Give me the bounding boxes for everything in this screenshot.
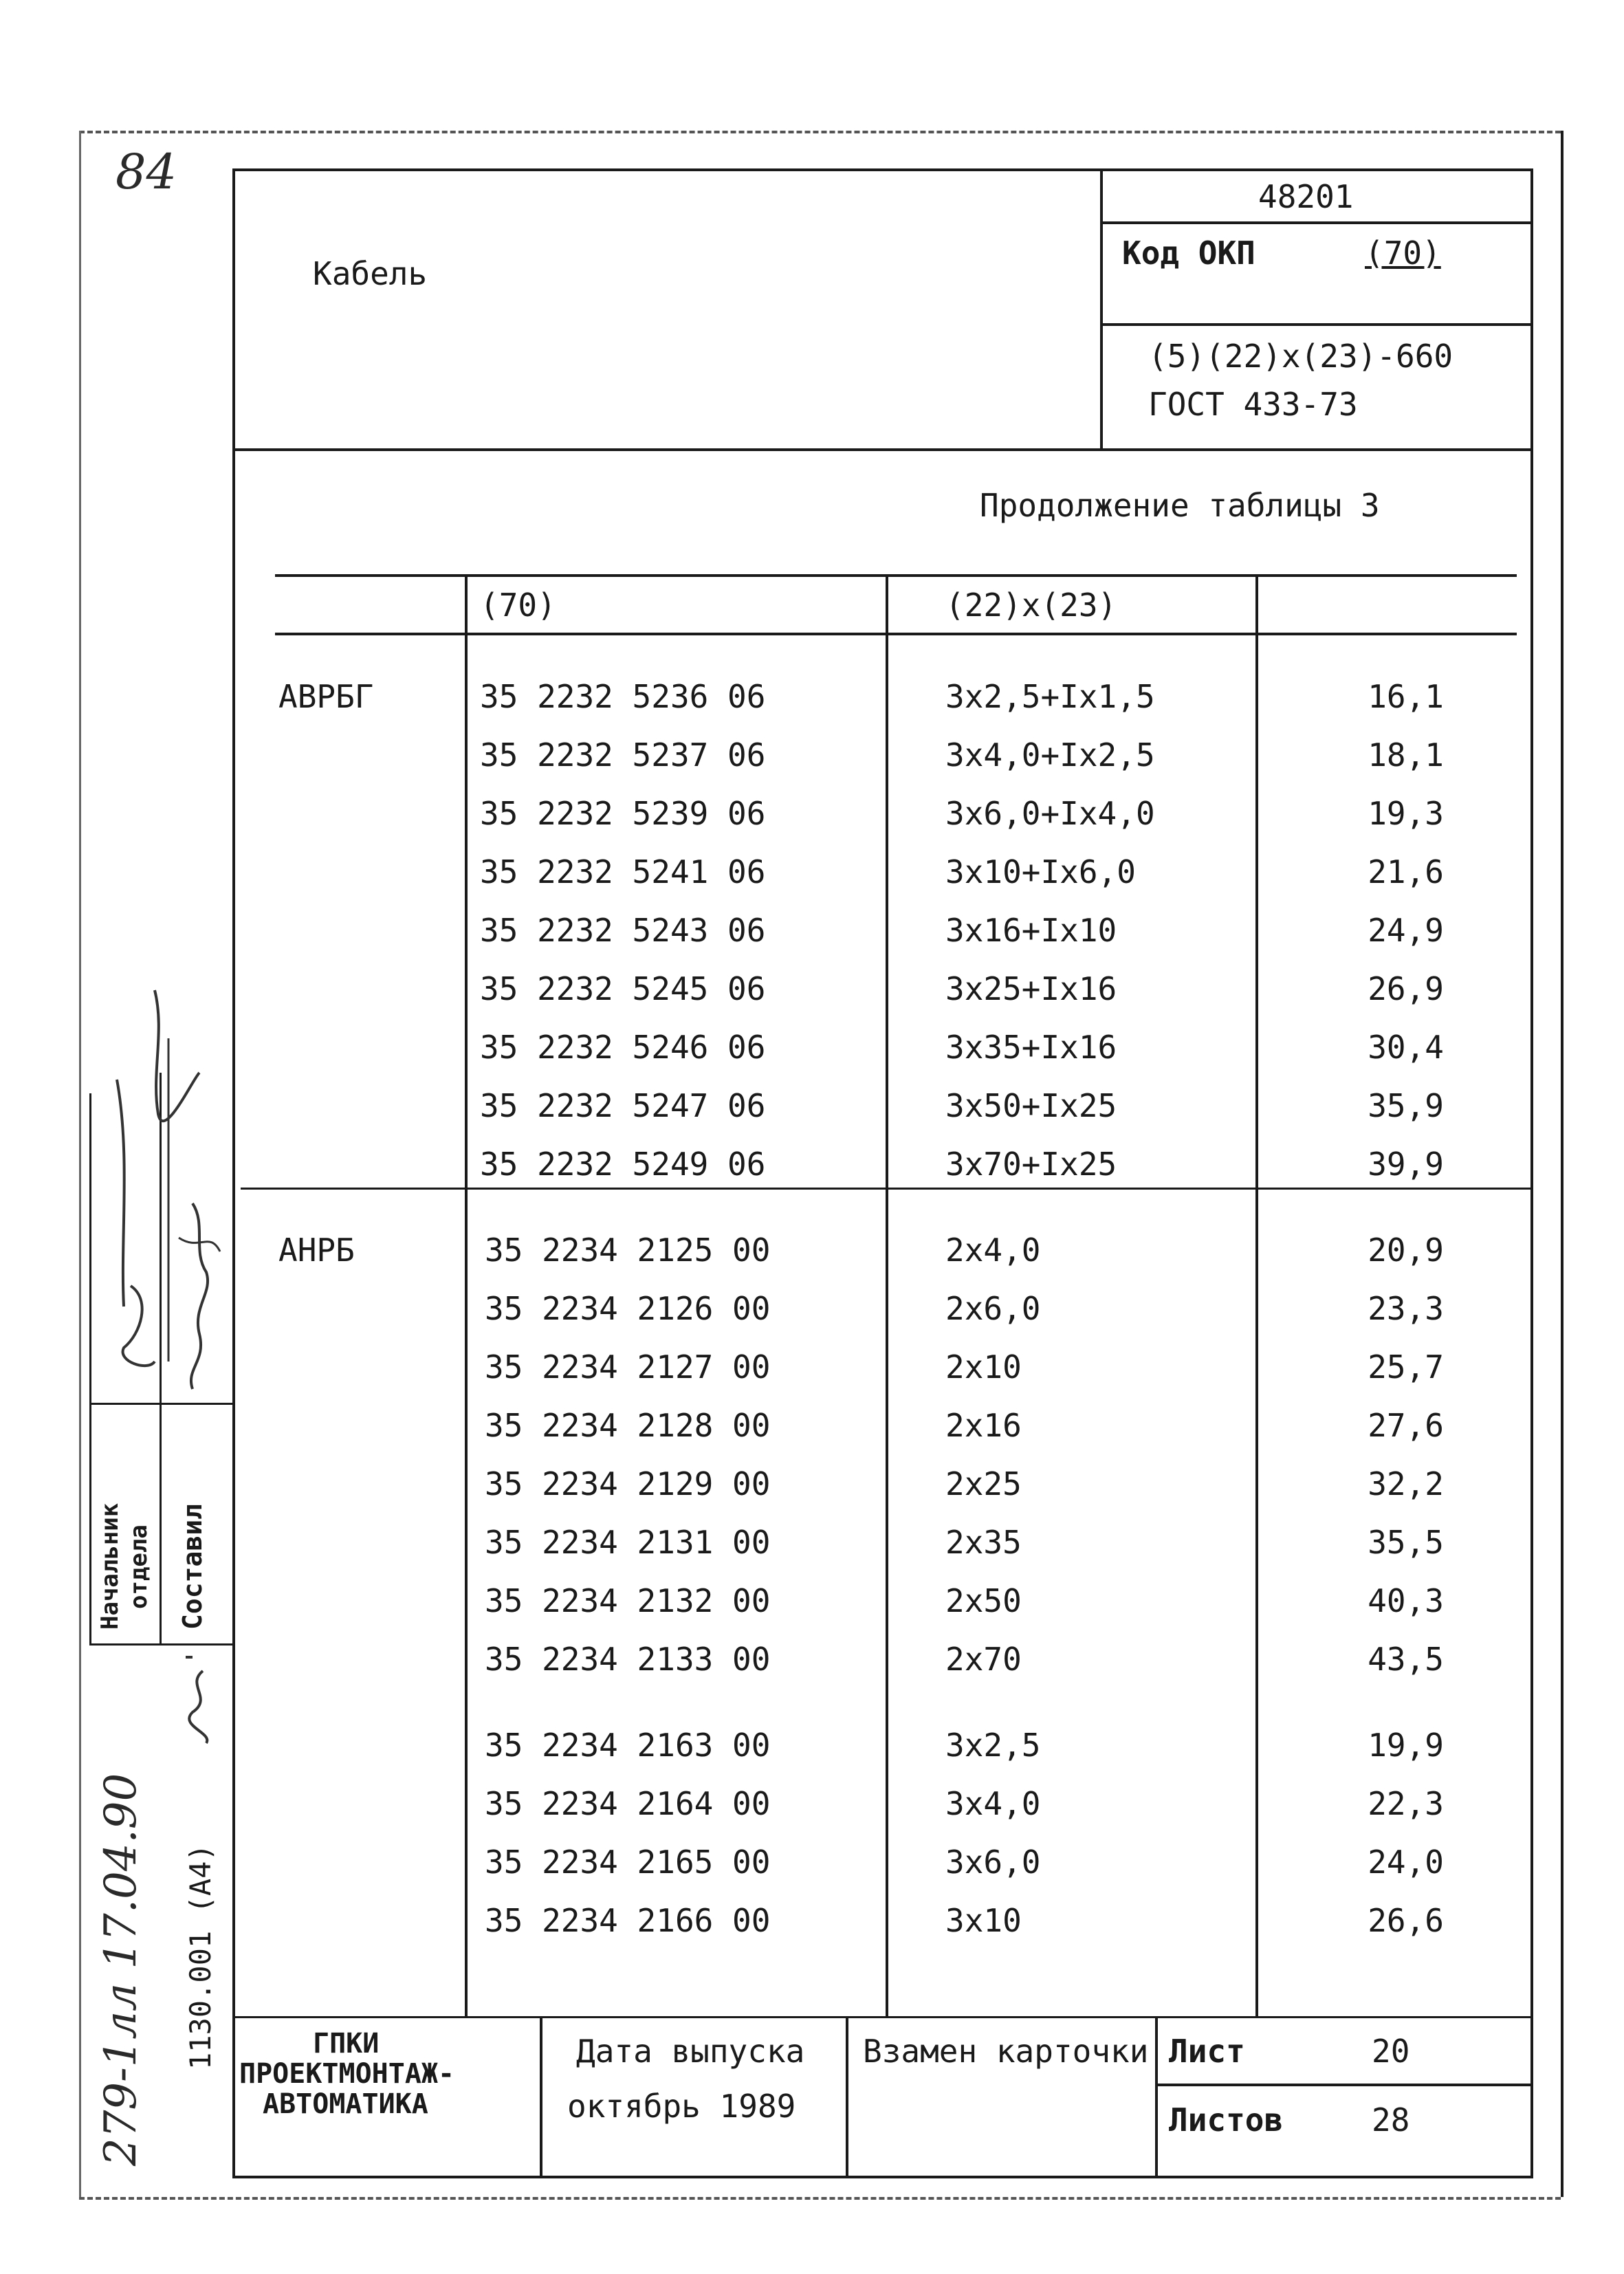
table-row-section: 3x2,5+Ix1,5	[945, 678, 1155, 715]
page-frame-right	[1561, 131, 1563, 2197]
table-row-value: 18,1	[1368, 736, 1444, 774]
table-row-section: 2x16	[945, 1407, 1022, 1444]
table-row-section: 3x4,0+Ix2,5	[945, 736, 1155, 774]
table-row-code: 35 2232 5236 06	[480, 678, 766, 715]
column-header-okp: (70)	[480, 587, 556, 624]
table-row-code: 35 2234 2128 00	[485, 1407, 771, 1444]
table-row-value: 24,0	[1368, 1844, 1444, 1881]
table-row-section: 2x35	[945, 1524, 1022, 1561]
table-row-code: 35 2234 2125 00	[485, 1232, 771, 1269]
table-row-section: 3x16+Ix10	[945, 912, 1117, 949]
header-row1-line	[1100, 221, 1533, 224]
header-bottom-line	[232, 448, 1533, 451]
sheets-value: 28	[1372, 2101, 1410, 2139]
table-row-section: 3x6,0	[945, 1844, 1041, 1881]
stamp-head-label-line1: Начальник	[96, 1502, 124, 1630]
release-label: Дата выпуска	[576, 2033, 805, 2070]
page-frame-left	[79, 131, 81, 2197]
table-row-value: 25,7	[1368, 1348, 1444, 1386]
table-row-code: 35 2234 2164 00	[485, 1785, 771, 1822]
group-name-avrbg: АВРБГ	[278, 678, 374, 715]
card-number: 48201	[1258, 178, 1354, 215]
table-row-code: 35 2234 2131 00	[485, 1524, 771, 1561]
table-row-code: 35 2234 2129 00	[485, 1465, 771, 1502]
table-row-code: 35 2232 5245 06	[480, 970, 766, 1007]
table-row-value: 27,6	[1368, 1407, 1444, 1444]
table-row-code: 35 2234 2126 00	[485, 1290, 771, 1327]
sheet-label: Лист	[1169, 2033, 1245, 2070]
stamp-head-label-line2: отдела	[125, 1524, 153, 1609]
table-col1-divider	[465, 574, 468, 2018]
sheet-value: 20	[1372, 2033, 1410, 2070]
footer-sheet-line	[1155, 2084, 1533, 2086]
org-line2: ПРОЕКТМОНТАЖ-	[239, 2058, 455, 2090]
table-row-section: 2x50	[945, 1582, 1022, 1619]
table-row-section: 2x4,0	[945, 1232, 1041, 1269]
table-row-value: 43,5	[1368, 1641, 1444, 1678]
table-row-value: 26,6	[1368, 1902, 1444, 1939]
table-row-section: 2x70	[945, 1641, 1022, 1678]
table-row-section: 2x10	[945, 1348, 1022, 1386]
column-header-section: (22)x(23)	[945, 587, 1117, 624]
table-row-section: 3x50+Ix25	[945, 1087, 1117, 1124]
table-row-section: 3x35+Ix16	[945, 1029, 1117, 1066]
org-line3: АВТОМАТИКА	[263, 2088, 428, 2120]
group-separator-line	[241, 1188, 1530, 1190]
table-row-value: 19,3	[1368, 795, 1444, 832]
table-row-value: 16,1	[1368, 678, 1444, 715]
designation-line2: ГОСТ 433-73	[1148, 386, 1358, 423]
group-name-anrb: АНРБ	[278, 1232, 355, 1269]
org-line1: ГПКИ	[313, 2028, 380, 2059]
header-divider	[1100, 168, 1103, 451]
table-row-code: 35 2234 2166 00	[485, 1902, 771, 1939]
table-row-code: 35 2232 5239 06	[480, 795, 766, 832]
table-row-section: 3x10+Ix6,0	[945, 853, 1136, 890]
table-row-value: 22,3	[1368, 1785, 1444, 1822]
footer-divider-2	[846, 2016, 848, 2178]
table-row-value: 19,9	[1368, 1727, 1444, 1764]
table-row-section: 3x25+Ix16	[945, 970, 1117, 1007]
table-row-code: 35 2232 5243 06	[480, 912, 766, 949]
table-col3-divider	[1255, 574, 1258, 2018]
card-border-bottom	[232, 2176, 1533, 2178]
table-caption: Продолжение таблицы 3	[980, 487, 1380, 524]
table-row-value: 24,9	[1368, 912, 1444, 949]
table-row-value: 39,9	[1368, 1146, 1444, 1183]
table-row-code: 35 2234 2132 00	[485, 1582, 771, 1619]
table-row-section: 2x6,0	[945, 1290, 1041, 1327]
table-row-code: 35 2232 5246 06	[480, 1029, 766, 1066]
table-row-code: 35 2234 2165 00	[485, 1844, 771, 1881]
table-row-code: 35 2234 2163 00	[485, 1727, 771, 1764]
footer-divider-3	[1155, 2016, 1158, 2178]
table-row-section: 3x4,0	[945, 1785, 1041, 1822]
table-row-value: 40,3	[1368, 1582, 1444, 1619]
table-row-value: 21,6	[1368, 853, 1444, 890]
table-head-top-line	[275, 574, 1517, 577]
header-row2-line	[1100, 323, 1533, 326]
table-row-value: 30,4	[1368, 1029, 1444, 1066]
form-code: 1130.001 (А4)	[184, 1844, 217, 2070]
card-border-right	[1530, 168, 1533, 2178]
table-row-section: 3x10	[945, 1902, 1022, 1939]
okp-label: Код ОКП	[1122, 234, 1255, 272]
stamp-author-label: Составил	[177, 1503, 208, 1630]
card-border-top	[232, 168, 1533, 171]
table-row-value: 23,3	[1368, 1290, 1444, 1327]
table-row-code: 35 2232 5237 06	[480, 736, 766, 774]
footer-top-line	[232, 2016, 1533, 2018]
sheets-label: Листов	[1169, 2101, 1284, 2139]
table-row-value: 20,9	[1368, 1232, 1444, 1269]
table-row-code: 35 2232 5241 06	[480, 853, 766, 890]
okp-value: (70)	[1365, 234, 1441, 272]
table-row-code: 35 2234 2127 00	[485, 1348, 771, 1386]
table-row-value: 26,9	[1368, 970, 1444, 1007]
table-col2-divider	[886, 574, 888, 2018]
table-row-section: 3x2,5	[945, 1727, 1041, 1764]
table-row-code: 35 2234 2133 00	[485, 1641, 771, 1678]
table-row-code: 35 2232 5247 06	[480, 1087, 766, 1124]
release-value: октябрь 1989	[567, 2088, 796, 2125]
table-head-bottom-line	[275, 633, 1517, 635]
replaces-label: Взамен карточки	[863, 2033, 1149, 2070]
page-frame-bottom	[79, 2197, 1561, 2200]
footer-divider-1	[540, 2016, 542, 2178]
designation-line1: (5)(22)x(23)-660	[1148, 338, 1453, 375]
product-name: Кабель	[313, 255, 428, 292]
handwritten-page-number: 84	[116, 144, 177, 200]
table-row-value: 32,2	[1368, 1465, 1444, 1502]
page-frame-top	[79, 131, 1561, 133]
stamp-line-bottom	[89, 1643, 232, 1646]
table-row-section: 3x6,0+Ix4,0	[945, 795, 1155, 832]
signature-marks	[89, 976, 234, 1417]
table-row-value: 35,9	[1368, 1087, 1444, 1124]
table-row-section: 3x70+Ix25	[945, 1146, 1117, 1183]
table-row-value: 35,5	[1368, 1524, 1444, 1561]
handwritten-registration-number: 279-1лл 17.04.90	[96, 1773, 146, 2166]
signature-mark-small	[165, 1650, 234, 1747]
table-row-section: 2x25	[945, 1465, 1022, 1502]
table-row-code: 35 2232 5249 06	[480, 1146, 766, 1183]
